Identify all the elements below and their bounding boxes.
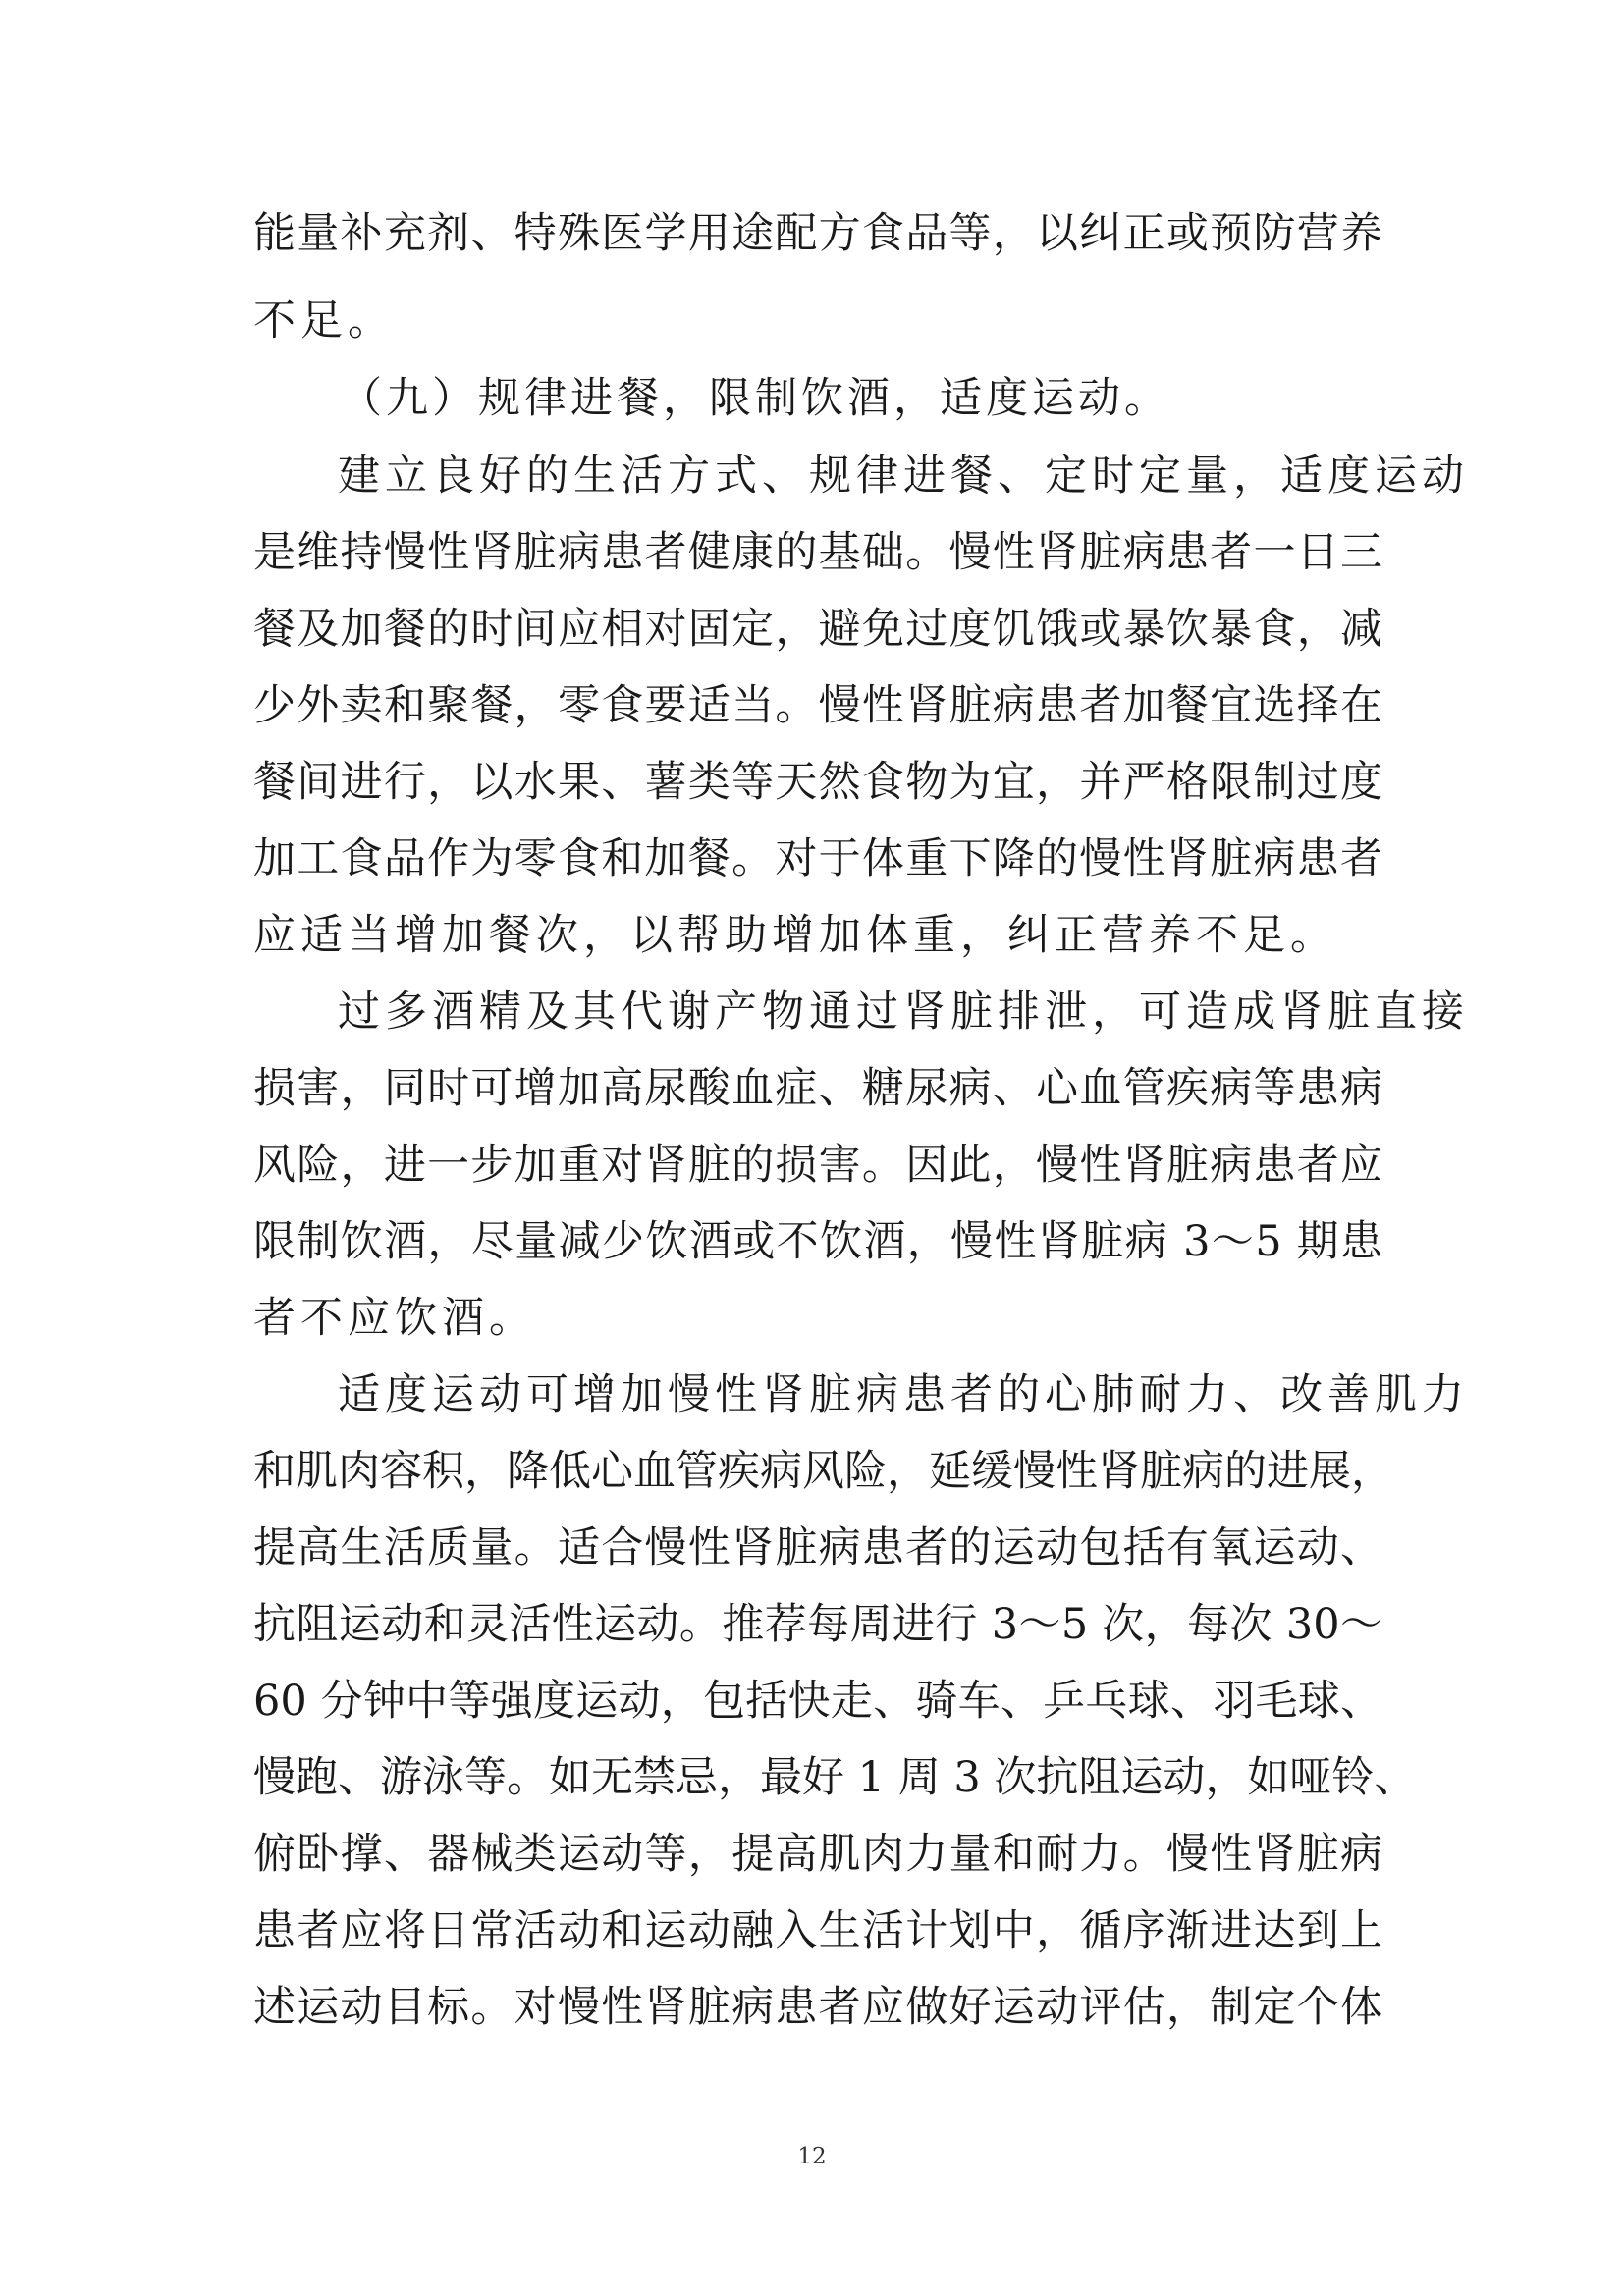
paragraph-first-line: 过多酒精及其代谢产物通过肾脏排泄，可造成肾脏直接 <box>338 988 1469 1037</box>
section-heading: （九）规律进餐，限制饮酒，适度运动。 <box>340 374 1170 423</box>
paragraph-first-line: 适度运动可增加慢性肾脏病患者的心肺耐力、改善肌力 <box>338 1370 1469 1419</box>
body-text-line: 损害，同时可增加高尿酸血症、糖尿病、心血管疾病等患病 <box>253 1064 1382 1113</box>
body-text-line: 述运动目标。对慢性肾脏病患者应做好运动评估，制定个体 <box>253 1983 1382 2032</box>
body-text-line: 限制饮酒，尽量减少饮酒或不饮酒，慢性肾脏病 3～5 期患 <box>253 1217 1382 1266</box>
body-text-line: 不足。 <box>253 296 395 346</box>
body-text-line: 和肌肉容积，降低心血管疾病风险，延缓慢性肾脏病的进展， <box>253 1447 1393 1496</box>
body-text-line: 能量补充剂、特殊医学用途配方食品等，以纠正或预防营养 <box>253 209 1382 258</box>
body-text-line: 者不应饮酒。 <box>253 1294 536 1343</box>
page-number: 12 <box>797 2144 827 2169</box>
body-text-line: 餐及加餐的时间应相对固定，避免过度饥饿或暴饮暴食，减 <box>253 605 1382 654</box>
body-text-line: 患者应将日常活动和运动融入生活计划中，循序渐进达到上 <box>253 1906 1382 1955</box>
paragraph-first-line: 建立良好的生活方式、规律进餐、定时定量，适度运动 <box>338 452 1469 501</box>
body-text-line: 提高生活质量。适合慢性肾脏病患者的运动包括有氧运动、 <box>253 1523 1382 1573</box>
body-text-line: 俯卧撑、器械类运动等，提高肌肉力量和耐力。慢性肾脏病 <box>253 1830 1382 1879</box>
body-text-line: 是维持慢性肾脏病患者健康的基础。慢性肾脏病患者一日三 <box>253 528 1382 577</box>
body-text-line: 少外卖和聚餐，零食要适当。慢性肾脏病患者加餐宜选择在 <box>253 681 1382 730</box>
body-text-line: 抗阻运动和灵活性运动。推荐每周进行 3～5 次，每次 30～ <box>253 1600 1382 1649</box>
body-text-line: 餐间进行，以水果、薯类等天然食物为宜，并严格限制过度 <box>253 758 1382 807</box>
body-text-line: 加工食品作为零食和加餐。对于体重下降的慢性肾脏病患者 <box>253 834 1382 883</box>
body-text-line: 应适当增加餐次，以帮助增加体重，纠正营养不足。 <box>253 911 1337 960</box>
body-text-line: 慢跑、游泳等。如无禁忌，最好 1 周 3 次抗阻运动，如哑铃、 <box>253 1753 1417 1802</box>
body-text-line: 60 分钟中等强度运动，包括快走、骑车、乒乓球、羽毛球、 <box>253 1677 1382 1726</box>
body-text-line: 风险，进一步加重对肾脏的损害。因此，慢性肾脏病患者应 <box>253 1141 1382 1190</box>
